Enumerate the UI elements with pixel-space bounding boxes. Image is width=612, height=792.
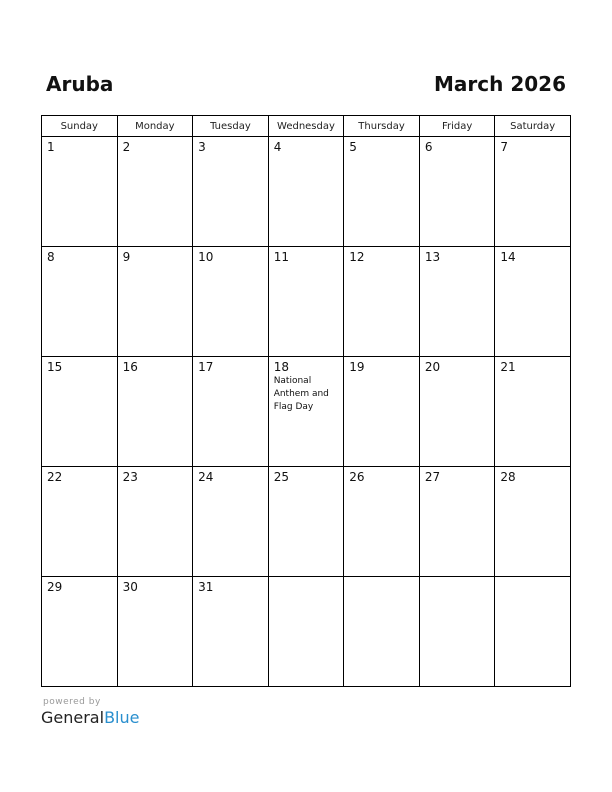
day-number: 30 xyxy=(122,580,138,594)
day-cell xyxy=(117,137,193,247)
day-number: 18 xyxy=(273,360,289,374)
day-cell xyxy=(495,247,571,357)
weekday-header-row xyxy=(42,116,571,137)
day-number: 14 xyxy=(500,250,516,264)
day-cell xyxy=(193,577,269,687)
weekday-saturday: Saturday xyxy=(495,116,571,137)
day-cell xyxy=(42,137,118,247)
day-cell xyxy=(117,577,193,687)
day-cell-empty xyxy=(344,577,420,687)
day-number: 5 xyxy=(349,140,357,154)
day-number xyxy=(495,577,570,580)
day-number: 29 xyxy=(47,580,63,594)
day-number: 6 xyxy=(424,140,433,154)
day-number: 10 xyxy=(198,250,214,264)
day-number: 31 xyxy=(198,580,214,594)
day-number: 4 xyxy=(273,140,282,154)
day-number: 15 xyxy=(47,360,63,374)
weekday-sunday: Sunday xyxy=(42,116,118,137)
day-number: 9 xyxy=(122,250,131,264)
day-cell xyxy=(268,137,344,247)
calendar-grid xyxy=(41,115,571,687)
brand-general-text: General xyxy=(41,708,105,727)
day-cell xyxy=(419,467,495,577)
day-number: 16 xyxy=(122,360,138,374)
day-cell xyxy=(268,467,344,577)
day-cell-empty xyxy=(419,577,495,687)
day-cell-empty xyxy=(495,577,571,687)
day-cell xyxy=(42,247,118,357)
weekday-thursday: Thursday xyxy=(344,116,420,137)
day-cell xyxy=(193,357,269,467)
day-cell xyxy=(344,357,420,467)
day-cell-empty xyxy=(268,577,344,687)
country-title: Aruba xyxy=(46,72,114,96)
day-cell xyxy=(193,137,269,247)
day-number: 28 xyxy=(500,470,516,484)
day-cell-holiday xyxy=(268,357,344,467)
day-number: 13 xyxy=(424,250,441,264)
day-cell xyxy=(419,137,495,247)
day-number: 11 xyxy=(273,250,289,264)
day-number xyxy=(420,577,495,580)
weekday-tuesday: Tuesday xyxy=(193,116,269,137)
day-cell xyxy=(495,137,571,247)
day-number: 25 xyxy=(273,470,289,484)
day-cell xyxy=(42,577,118,687)
day-cell xyxy=(268,247,344,357)
day-number xyxy=(344,577,419,580)
day-cell xyxy=(495,467,571,577)
week-row xyxy=(42,247,571,357)
day-number: 8 xyxy=(47,250,55,264)
weekday-monday: Monday xyxy=(117,116,193,137)
day-number xyxy=(269,577,344,580)
day-cell xyxy=(344,247,420,357)
week-row xyxy=(42,137,571,247)
weekday-wednesday: Wednesday xyxy=(268,116,344,137)
day-number: 1 xyxy=(47,140,55,154)
week-row xyxy=(42,467,571,577)
holiday-label: National Anthem and Flag Day xyxy=(273,376,329,412)
day-number: 27 xyxy=(424,470,441,484)
day-cell xyxy=(117,467,193,577)
day-number: 23 xyxy=(122,470,138,484)
day-number: 7 xyxy=(500,140,509,154)
weekday-friday: Friday xyxy=(419,116,495,137)
day-number: 2 xyxy=(122,140,131,154)
day-cell xyxy=(419,247,495,357)
day-cell xyxy=(42,357,118,467)
day-cell xyxy=(344,137,420,247)
week-row xyxy=(42,577,571,687)
day-number: 19 xyxy=(349,360,365,374)
day-cell xyxy=(495,357,571,467)
day-cell xyxy=(193,247,269,357)
day-number: 17 xyxy=(198,360,214,374)
day-cell xyxy=(117,247,193,357)
day-cell xyxy=(42,467,118,577)
brand-blue-text: Blue xyxy=(104,708,140,727)
day-number: 26 xyxy=(349,470,365,484)
week-row xyxy=(42,357,571,467)
day-number: 24 xyxy=(198,470,214,484)
day-number: 12 xyxy=(349,250,365,264)
month-title: March 2026 xyxy=(434,72,566,96)
day-cell xyxy=(419,357,495,467)
day-cell xyxy=(117,357,193,467)
generalblue-logo[interactable] xyxy=(41,708,139,728)
day-number: 3 xyxy=(198,140,206,154)
powered-by-label: powered by xyxy=(43,697,101,707)
day-number: 20 xyxy=(424,360,441,374)
day-cell xyxy=(344,467,420,577)
day-cell xyxy=(193,467,269,577)
day-number: 21 xyxy=(500,360,516,374)
day-number: 22 xyxy=(47,470,63,484)
